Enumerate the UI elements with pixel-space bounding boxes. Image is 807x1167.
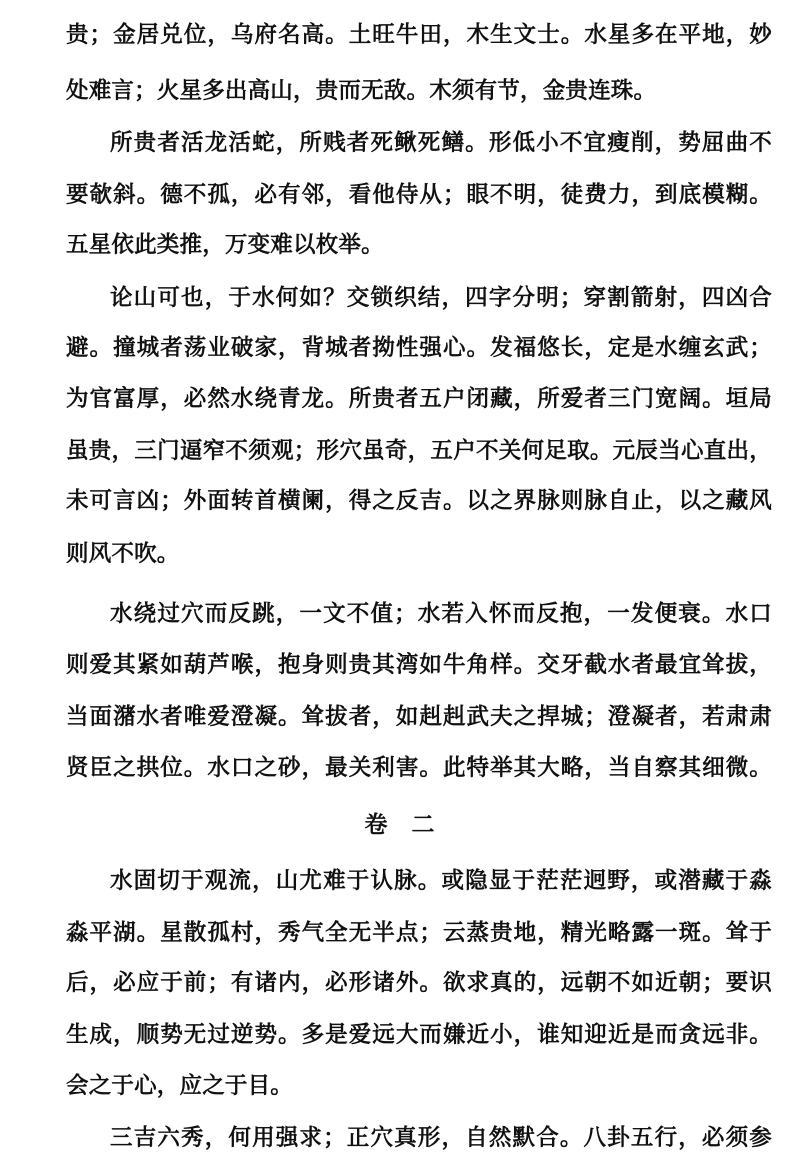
text-line: 处难言；火星多出高山，贵而无敌。木须有节，金贵连珠。 [66, 78, 657, 104]
text-line: 则风不吹。 [66, 541, 180, 567]
text-line: 要欹斜。德不孤，必有邻，看他侍从；眼不明，徒费力，到底模糊。 [66, 182, 772, 208]
text-line: 虽贵，三门逼窄不须观；形穴虽奇，五户不关何足取。元辰当心直出， [66, 438, 772, 464]
text-line: 则爱其紧如葫芦喉，抱身则贵其湾如牛角样。交牙截水者最宜耸拔， [66, 652, 772, 678]
section-heading: 卷 二 [364, 811, 443, 838]
text-line: 三吉六秀，何用强求；正穴真形，自然默合。八卦五行，必须参 [110, 1125, 772, 1151]
text-line: 所贵者活龙活蛇，所贱者死鳅死鳝。形低小不宜瘦削，势屈曲不 [110, 130, 772, 156]
text-line: 避。撞城者荡业破家，背城者拗性强心。发福悠长，定是水缠玄武； [66, 335, 772, 361]
text-line: 水绕过穴而反跳，一文不值；水若入怀而反抱，一发便衰。水口 [110, 601, 772, 627]
text-line: 五星依此类推，万变难以枚举。 [66, 232, 384, 258]
text-line: 水固切于观流，山尤难于认脉。或隐显于茫茫迥野，或潜藏于淼 [110, 868, 772, 894]
text-line: 淼平湖。星散孤村，秀气全无半点；云蒸贵地，精光略露一斑。耸于 [66, 920, 772, 946]
text-line: 会之于心，应之于目。 [66, 1073, 294, 1099]
text-line: 生成，顺势无过逆势。多是爱远大而嫌近小，谁知迎近是而贪远非。 [66, 1022, 772, 1048]
text-line: 后，必应于前；有诸内，必形诸外。欲求真的，远朝不如近朝；要识 [66, 970, 772, 996]
text-line: 当面潴水者唯爱澄凝。耸拔者，如赳赳武夫之捍城；澄凝者，若肃肃 [66, 704, 772, 730]
text-line: 未可言凶；外面转首横阑，得之反吉。以之界脉则脉自止，以之藏风 [66, 488, 772, 514]
text-line: 贤臣之拱位。水口之砂，最关利害。此特举其大略，当自察其细微。 [66, 755, 772, 781]
text-line: 贵；金居兑位，乌府名高。土旺牛田，木生文士。水星多在平地，妙 [66, 22, 772, 48]
text-line: 论山可也，于水何如？交锁织结，四字分明；穿割箭射，四凶合 [110, 285, 772, 311]
text-line: 为官富厚，必然水绕青龙。所贵者五户闭藏，所爱者三门宽阔。垣局 [66, 386, 772, 412]
